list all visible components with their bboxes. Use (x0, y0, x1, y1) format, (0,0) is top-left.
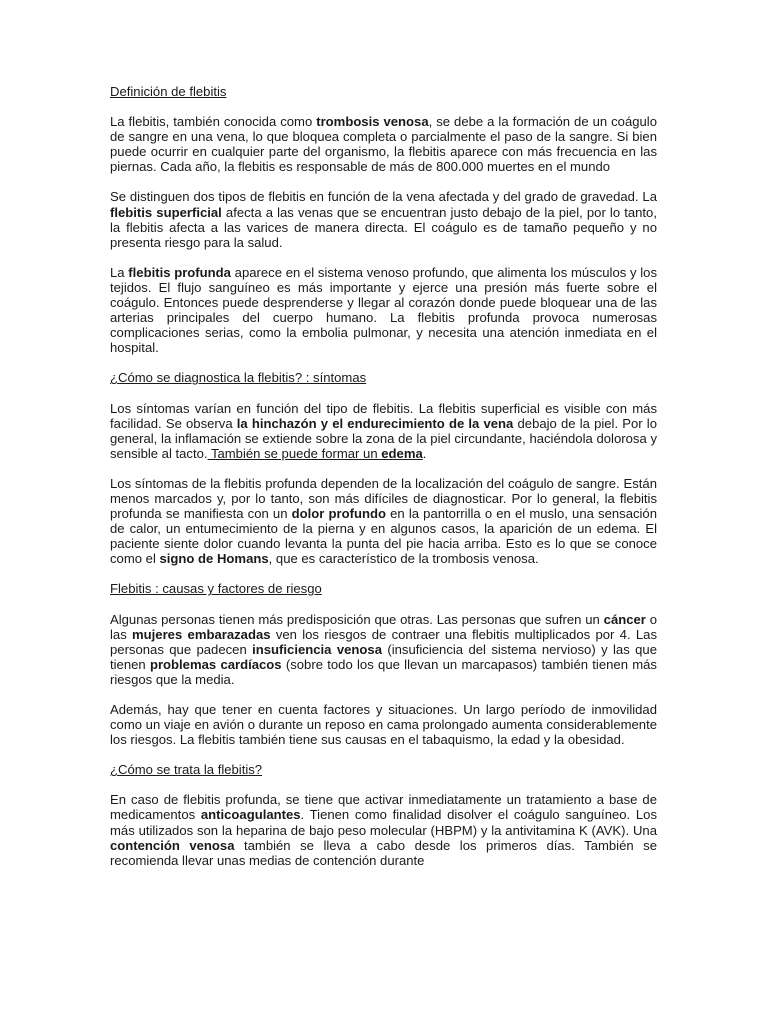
text-run: Algunas personas tienen más predisposición que otras. Las personas que sufren un (110, 611, 604, 627)
text-run: aparece en el sistema venoso profundo, que alimenta los músculos y los tejidos. El flujo sanguíneo es más importante y ejerce una presión más fuerte sobre el coágulo. Entonces puede desprenderse y llegar al corazón donde puede bloquear una de las arterias principales del cuerpo humano. La flebitis profunda provoca numerosas complicaciones serias, como la embolia pulmonar, y necesita una atención inmediata en el hospital. (110, 264, 657, 356)
bold-text-run: edema (381, 445, 423, 461)
paragraph-sintomas-superficial (110, 401, 657, 461)
heading-diagnostico: ¿Cómo se diagnostica la flebitis? : síntomas (110, 370, 367, 386)
text-run: Se distinguen dos tipos de flebitis en función de la vena afectada y del grado de gravedad. La (110, 189, 657, 205)
bold-text-run: mujeres embarazadas (132, 626, 271, 642)
text-run: o las (110, 611, 658, 642)
bold-text-run: trombosis venosa (316, 114, 429, 130)
paragraph-factores (110, 702, 657, 747)
paragraph-predisposicion (110, 612, 657, 687)
bold-text-run: dolor profundo (291, 506, 386, 522)
text-run: La flebitis, también conocida como (110, 114, 317, 130)
text-run: en la pantorrilla o en el muslo, una sensación de calor, un entumecimiento de la pierna y en algunos casos, la aparición de un edema. El paciente siente dolor cuando levanta la punta del pie hacia arriba. Esto es lo que se conoce como el (110, 506, 658, 567)
heading-tratamiento: ¿Cómo se trata la flebitis? (110, 762, 263, 778)
paragraph-tipos (110, 189, 657, 249)
heading-causas: Flebitis : causas y factores de riesgo (110, 581, 322, 597)
text-run: , se debe a la formación de un coágulo de sangre en una vena, lo que bloquea completa o parcialmente el paso de la sangre. Si bien puede ocurrir en cualquier parte del organismo, la flebitis aparece con más frecuencia en las piernas. Cada año, la flebitis es responsable de más de 800.000 muertes en el mundo (110, 114, 657, 175)
bold-text-run: anticoagulantes (200, 807, 301, 823)
paragraph-flebitis-profunda (110, 265, 657, 356)
text-run: En caso de flebitis profunda, se tiene que activar inmediatamente un tratamiento a base de medicamentos (110, 792, 657, 823)
paragraph-definicion (110, 114, 657, 174)
bold-text-run: flebitis profunda (128, 264, 231, 280)
heading-definicion: Definición de flebitis (110, 84, 227, 99)
bold-text-run: signo de Homans (159, 551, 269, 567)
bold-text-run: insuficiencia venosa (252, 641, 382, 657)
text-run: (insuficiencia del sistema nervioso) y las que tienen (110, 641, 657, 672)
text-run: . (422, 445, 427, 461)
bold-text-run: flebitis superficial (110, 204, 222, 220)
paragraph-tratamiento (110, 792, 657, 867)
text-run: La (110, 264, 129, 280)
text-run: ven los riesgos de contraer una flebitis multiplicados por 4. Las personas que padecen (110, 626, 657, 657)
text-run: Los síntomas varían en función del tipo de flebitis. La flebitis superficial es visible con más facilidad. Se observa (110, 400, 657, 431)
text-run: también se lleva a cabo desde los primeros días. También se recomienda llevar unas medias de contención durante (110, 837, 657, 868)
text-run: También se puede formar un (207, 445, 382, 461)
paragraph-sintomas-profunda (110, 476, 657, 567)
bold-text-run: problemas cardíacos (149, 656, 282, 672)
text-run: , que es característico de la trombosis venosa. (268, 551, 539, 567)
text-run: Los síntomas de la flebitis profunda dependen de la localización del coágulo de sangre. Están menos marcados y, por lo tanto, son más difíciles de diagnosticar. Por lo general, la flebitis profunda se manifiesta con un (110, 475, 657, 522)
text-run: (sobre todo los que llevan un marcapasos) también tienen más riesgos que la media. (110, 656, 657, 687)
document-page (110, 84, 657, 883)
bold-text-run: contención venosa (110, 837, 235, 853)
text-run: Además, hay que tener en cuenta factores y situaciones. Un largo período de inmovilidad como un viaje en avión o durante un reposo en cama prolongado aumenta considerablemente los riesgos. La flebitis también tiene sus causas en el tabaquismo, la edad y la obesidad. (110, 702, 657, 748)
text-run: debajo de la piel. Por lo general, la inflamación se extiende sobre la zona de la piel circundante, haciéndola dolorosa y sensible al tacto. (110, 415, 657, 461)
text-run: . Tienen como finalidad disolver el coágulo sanguíneo. Los más utilizados son la heparina de bajo peso molecular (HBPM) y la antivitamina K (AVK). Una (110, 807, 657, 838)
text-run: afecta a las venas que se encuentran justo debajo de la piel, por lo tanto, la flebitis afecta a las varices de manera directa. El coágulo es de tamaño pequeño y no presenta riesgo para la salud. (110, 204, 657, 250)
bold-text-run: la hinchazón y el endurecimiento de la vena (236, 415, 514, 431)
bold-text-run: cáncer (603, 611, 646, 627)
